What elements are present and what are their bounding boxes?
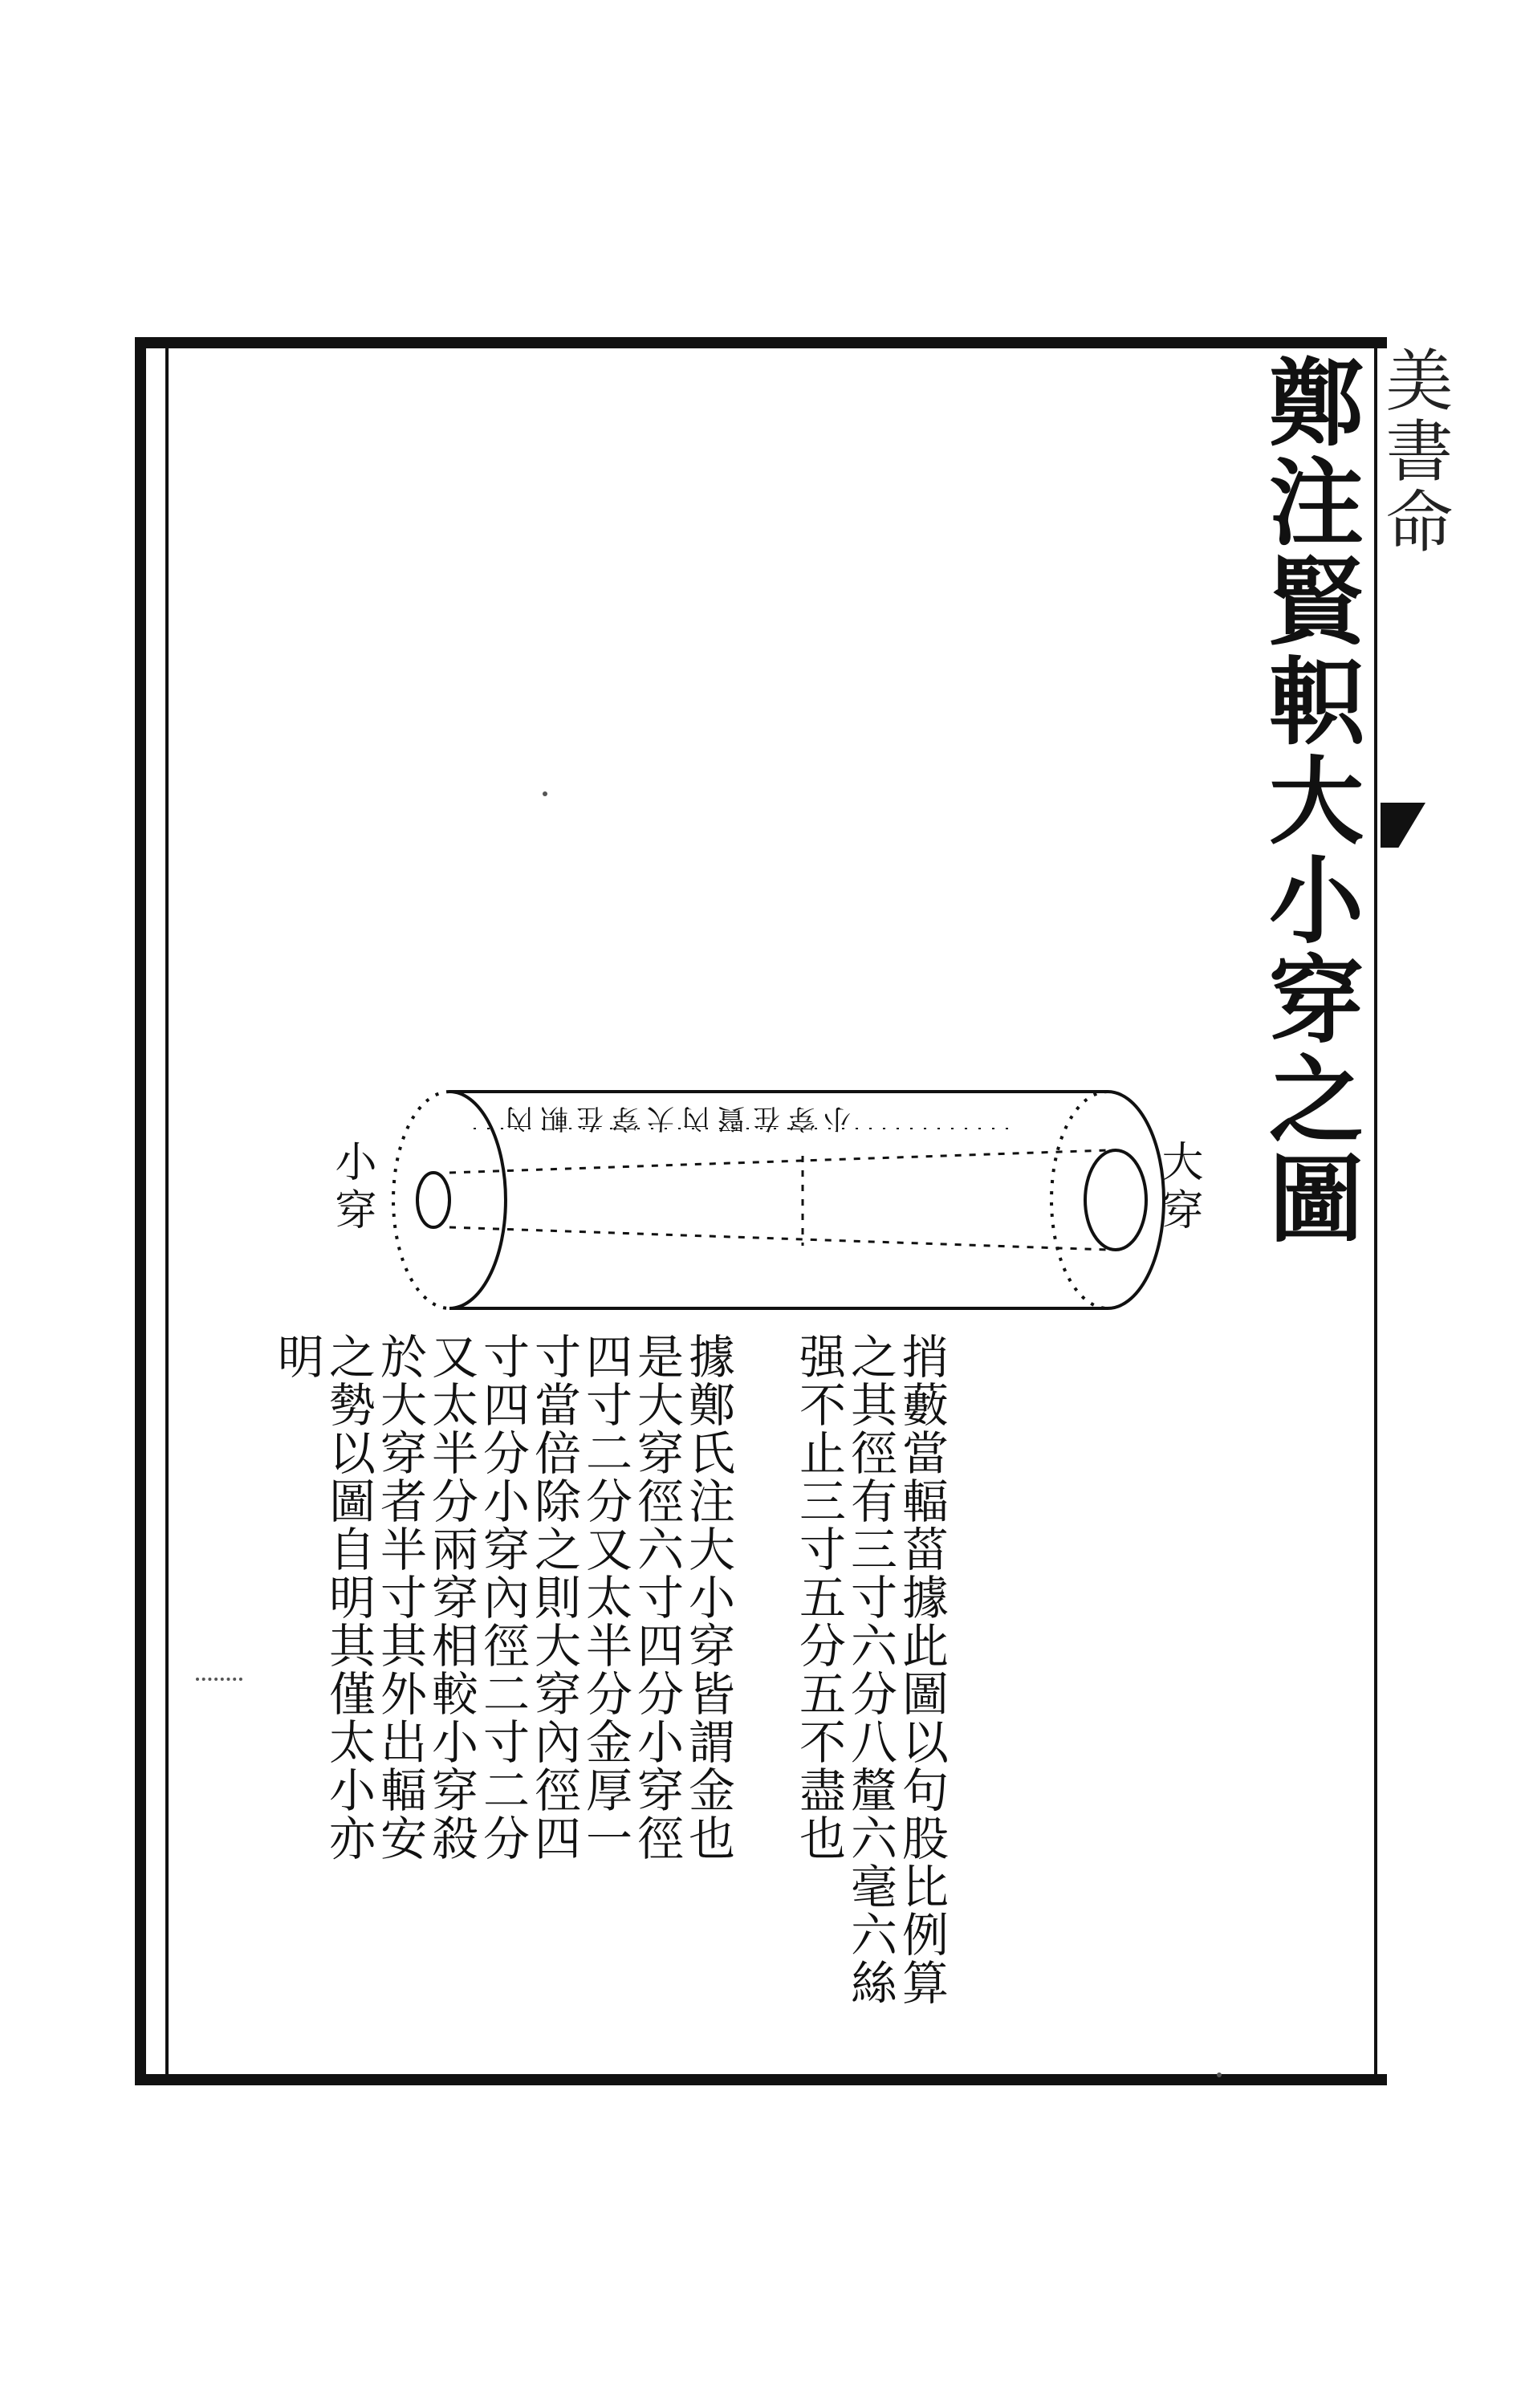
frame-inner-line — [165, 348, 169, 2074]
page-title: 鄭注賢軹大小穿之圖 — [1253, 353, 1364, 1249]
commentary-line: 據鄭氏注大小穿皆謂金也 — [681, 1332, 735, 1862]
commentary-line: 捎藪當輻菑據此圖以句股比例算 — [894, 1332, 949, 2007]
big-bore — [1085, 1150, 1146, 1250]
commentary-line: 之勢以圖自明其僅太小亦 — [321, 1332, 376, 1862]
commentary-line: 又太半分兩穿相較小穿殺 — [424, 1332, 478, 1862]
ink-speck — [543, 791, 547, 796]
commentary-line: 强不止三寸五分五不盡也 — [791, 1332, 846, 1862]
commentary-block-2 — [172, 1332, 734, 2079]
commentary-line: 明 — [270, 1332, 324, 1381]
commentary-line: 是大穿徑六寸四分小穿徑 — [629, 1332, 684, 1862]
label-big-bore: 大穿 — [1154, 1140, 1202, 1236]
commentary-line: 寸四分小穿內徑二寸二分 — [475, 1332, 530, 1862]
bore-bottom-line — [449, 1227, 1108, 1250]
commentary-line: 四寸二分又太半分金厚一 — [578, 1332, 632, 1862]
label-small-bore: 小穿 — [327, 1140, 376, 1236]
cylinder-inscription: 小穿在賢內大穿在軹內 — [498, 1102, 851, 1134]
big-end-back-arc — [1051, 1092, 1108, 1308]
ink-speck — [1217, 2072, 1222, 2077]
small-end-back-arc — [393, 1092, 449, 1308]
commentary-line: 寸當倍除之則大穿內徑四 — [527, 1332, 581, 1862]
small-bore — [417, 1173, 449, 1227]
commentary-block-1 — [771, 1332, 947, 2079]
bore-top-line — [449, 1150, 1108, 1173]
dotted-mark — [196, 1678, 242, 1681]
frame-right-line — [1374, 337, 1377, 2085]
fishtail-mark — [1381, 803, 1425, 848]
commentary-line: 之其徑有三寸六分八釐六毫六絲 — [843, 1332, 897, 2007]
banxin-text: 美書命 — [1375, 345, 1454, 557]
commentary-line: 於大穿者半寸其外出輻安 — [372, 1332, 427, 1862]
